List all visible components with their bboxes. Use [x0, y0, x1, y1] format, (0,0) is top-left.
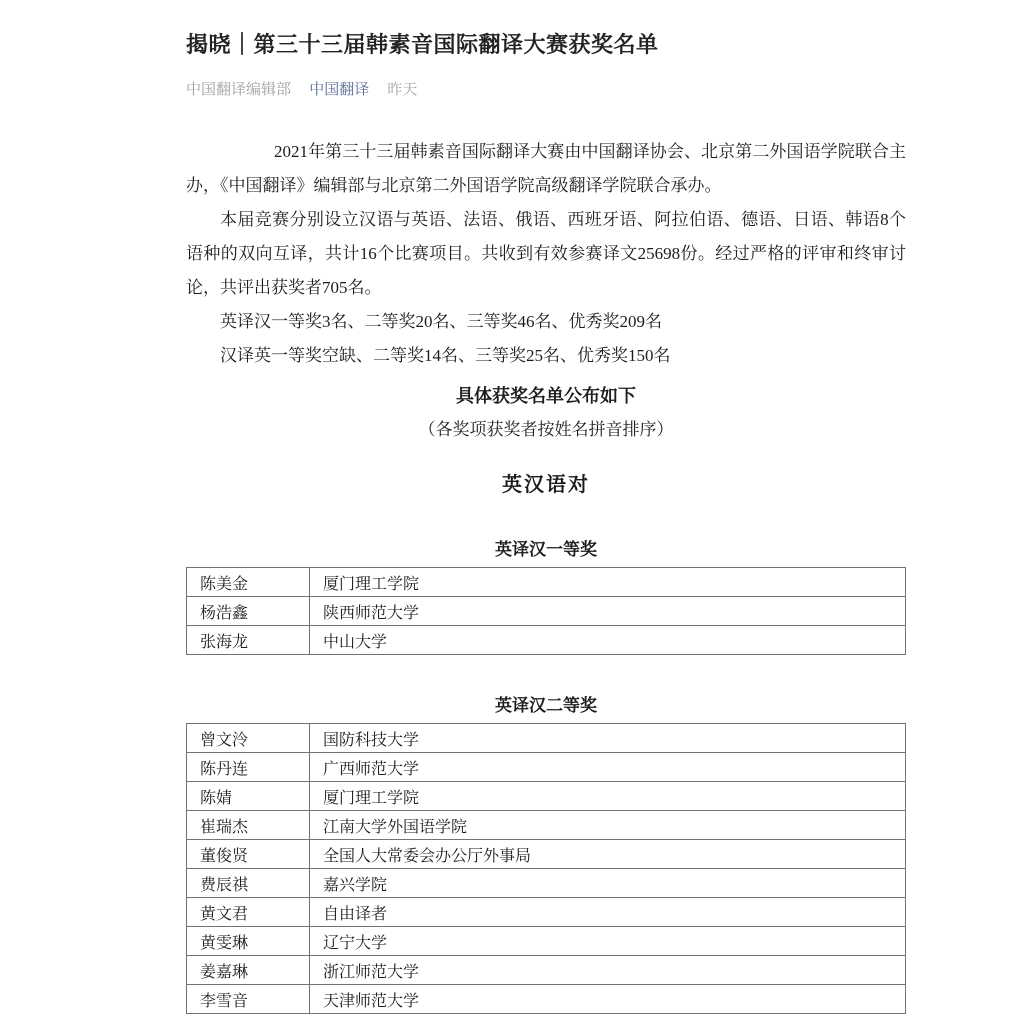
- winner-name-cell: 费辰祺: [187, 869, 310, 898]
- institution-cell: 全国人大常委会办公厅外事局: [310, 840, 906, 869]
- table-row: [187, 898, 906, 927]
- winner-name-cell: 黄雯琳: [187, 927, 310, 956]
- table-row: [187, 568, 906, 597]
- byline-date: 昨天: [387, 81, 418, 98]
- winner-name-cell: 崔瑞杰: [187, 811, 310, 840]
- article-page: [186, 30, 906, 1014]
- winner-name-cell: 张海龙: [187, 626, 310, 655]
- institution-cell: 嘉兴学院: [310, 869, 906, 898]
- table-row: [187, 724, 906, 753]
- institution-cell: 辽宁大学: [310, 927, 906, 956]
- table-row: [187, 869, 906, 898]
- paragraph-organizers: 2021年第三十三届韩素音国际翻译大赛由中国翻译协会、北京第二外国语学院联合主办，《中国翻译》编辑部与北京第二外国语学院高级翻译学院联合承办。: [186, 142, 906, 195]
- winner-name-cell: 杨浩鑫: [187, 597, 310, 626]
- award-summary-en-to-zh: 英译汉一等奖3名、二等奖20名、三等奖46名、优秀奖209名: [220, 312, 662, 331]
- institution-cell: 自由译者: [310, 898, 906, 927]
- table-row: [187, 782, 906, 811]
- institution-cell: 浙江师范大学: [310, 956, 906, 985]
- table-row: [187, 840, 906, 869]
- institution-cell: 国防科技大学: [310, 724, 906, 753]
- winner-name-cell: 曾文泠: [187, 724, 310, 753]
- award-table-section: [186, 537, 906, 655]
- winner-name-cell: 黄文君: [187, 898, 310, 927]
- winner-name-cell: 陈婧: [187, 782, 310, 811]
- table-row: [187, 811, 906, 840]
- table-row: [187, 626, 906, 655]
- winner-name-cell: 李雪音: [187, 985, 310, 1014]
- table-row: [187, 753, 906, 782]
- tables-container: [186, 537, 906, 1014]
- language-pair-heading: 英汉语对: [502, 474, 590, 496]
- award-table: [186, 567, 906, 655]
- paragraph-competition-stats: 本届竞赛分别设立汉语与英语、法语、俄语、西班牙语、阿拉伯语、德语、日语、韩语8个语种的双向互译，共计16个比赛项目。共收到有效参赛译文25698份。经过严格的评审和终审讨论，共评出获奖者705名。: [186, 210, 906, 297]
- byline-author: 中国翻译编辑部: [186, 81, 292, 98]
- byline: [186, 81, 906, 99]
- institution-cell: 广西师范大学: [310, 753, 906, 782]
- article-title: 揭晓｜第三十三届韩素音国际翻译大赛获奖名单: [186, 32, 659, 57]
- award-table: [186, 723, 906, 1014]
- institution-cell: 天津师范大学: [310, 985, 906, 1014]
- announcement: [186, 379, 906, 447]
- table-row: [187, 597, 906, 626]
- institution-cell: 中山大学: [310, 626, 906, 655]
- table-row: [187, 985, 906, 1014]
- institution-cell: 陕西师范大学: [310, 597, 906, 626]
- award-table-title: 英译汉二等奖: [495, 696, 597, 715]
- announcement-heading: 具体获奖名单公布如下: [456, 386, 636, 406]
- winner-name-cell: 陈美金: [187, 568, 310, 597]
- winner-name-cell: 陈丹连: [187, 753, 310, 782]
- table-row: [187, 956, 906, 985]
- winner-name-cell: 董俊贤: [187, 840, 310, 869]
- award-table-section: [186, 693, 906, 1014]
- byline-account-link[interactable]: 中国翻译: [309, 81, 370, 98]
- table-row: [187, 927, 906, 956]
- article-body: [186, 135, 906, 373]
- announcement-note: （各奖项获奖者按姓名拼音排序）: [418, 420, 674, 439]
- award-table-title: 英译汉一等奖: [495, 540, 597, 559]
- institution-cell: 江南大学外国语学院: [310, 811, 906, 840]
- award-summary-zh-to-en: 汉译英一等奖空缺、二等奖14名、三等奖25名、优秀奖150名: [220, 346, 671, 365]
- winner-name-cell: 姜嘉琳: [187, 956, 310, 985]
- institution-cell: 厦门理工学院: [310, 782, 906, 811]
- institution-cell: 厦门理工学院: [310, 568, 906, 597]
